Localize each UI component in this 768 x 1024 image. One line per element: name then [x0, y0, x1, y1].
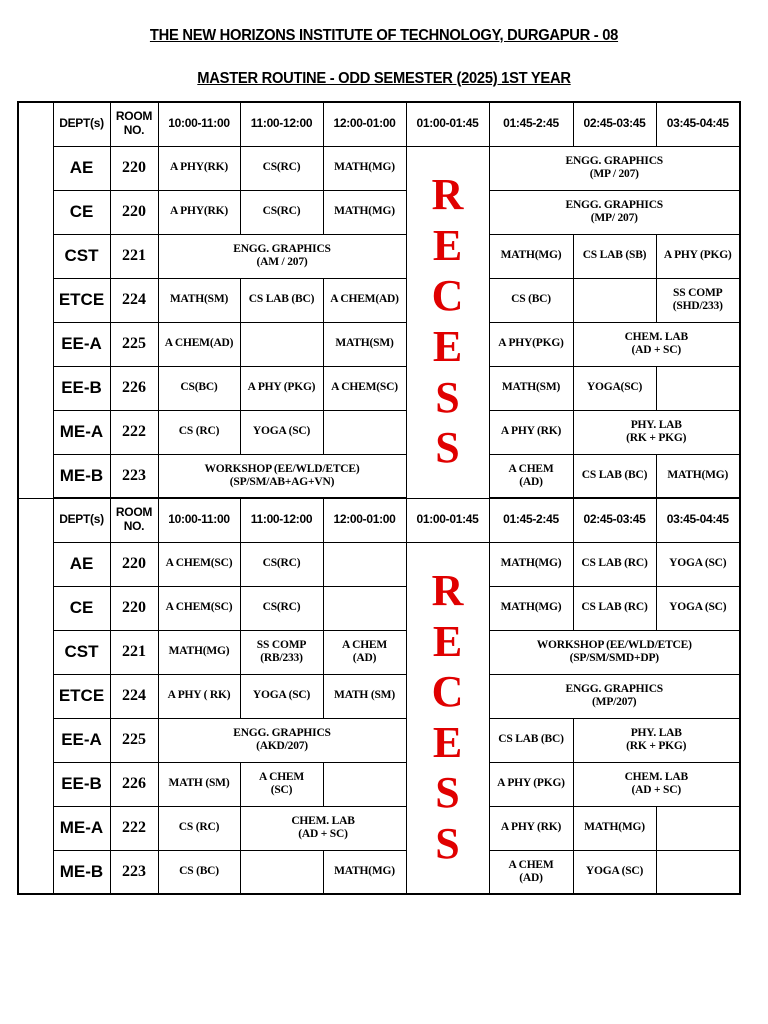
dept-cell: CST: [53, 234, 110, 278]
time-slot-header: 01:00-01:45: [406, 102, 489, 146]
time-slot-header: 12:00-01:00: [323, 102, 406, 146]
class-cell: CS LAB (BC): [240, 278, 323, 322]
room-cell: 225: [110, 718, 158, 762]
recess-letter: S: [435, 372, 460, 422]
class-cell: MATH(SM): [489, 366, 573, 410]
class-cell: WORKSHOP (EE/WLD/ETCE) (SP/SM/SMD+DP): [489, 630, 740, 674]
routine-table: [17, 101, 741, 895]
class-cell: ENGG. GRAPHICS (MP/ 207): [489, 190, 740, 234]
class-cell: [656, 366, 740, 410]
room-cell: 220: [110, 542, 158, 586]
class-cell: A PHY (RK): [489, 410, 573, 454]
class-cell: MATH(MG): [323, 190, 406, 234]
class-cell: CS LAB (SB): [573, 234, 656, 278]
room-cell: 220: [110, 190, 158, 234]
time-slot-header: 01:45-2:45: [489, 102, 573, 146]
class-cell: CS (BC): [489, 278, 573, 322]
class-cell: A CHEM (SC): [240, 762, 323, 806]
class-cell: [323, 762, 406, 806]
class-cell: MATH(MG): [656, 454, 740, 498]
dept-cell: AE: [53, 146, 110, 190]
recess-letter: R: [431, 170, 464, 220]
class-cell: A CHEM(AD): [323, 278, 406, 322]
class-cell: YOGA (SC): [240, 410, 323, 454]
table-row: [18, 322, 740, 366]
dept-cell: EE-B: [53, 366, 110, 410]
time-slot-header: 11:00-12:00: [240, 498, 323, 542]
class-cell: MATH (SM): [323, 674, 406, 718]
class-cell: [573, 278, 656, 322]
class-cell: CS LAB (BC): [573, 454, 656, 498]
class-cell: CS LAB (RC): [573, 586, 656, 630]
recess-letter: E: [432, 717, 463, 767]
class-cell: MATH(MG): [158, 630, 240, 674]
class-cell: SS COMP (RB/233): [240, 630, 323, 674]
room-header: ROOM NO.: [110, 102, 158, 146]
class-cell: MATH(SM): [323, 322, 406, 366]
class-cell: A PHY (PKG): [240, 366, 323, 410]
class-cell: [240, 322, 323, 366]
day-label: [18, 102, 53, 498]
class-cell: YOGA (SC): [573, 850, 656, 894]
class-cell: ENGG. GRAPHICS (MP / 207): [489, 146, 740, 190]
header-row: [18, 102, 740, 146]
dept-cell: AE: [53, 542, 110, 586]
class-cell: [323, 586, 406, 630]
class-cell: [656, 806, 740, 850]
recess-block: [406, 542, 489, 894]
recess-letter: S: [435, 768, 460, 818]
dept-header: DEPT(s): [53, 498, 110, 542]
class-cell: A PHY(RK): [158, 190, 240, 234]
class-cell: MATH(MG): [489, 542, 573, 586]
class-cell: A PHY ( RK): [158, 674, 240, 718]
class-cell: SS COMP (SHD/233): [656, 278, 740, 322]
recess-block: [406, 146, 489, 498]
dept-cell: ME-B: [53, 454, 110, 498]
recess-letter: R: [431, 565, 464, 615]
class-cell: MATH(MG): [323, 146, 406, 190]
room-cell: 224: [110, 674, 158, 718]
class-cell: A CHEM (AD): [489, 454, 573, 498]
class-cell: ENGG. GRAPHICS (MP/207): [489, 674, 740, 718]
class-cell: CS (RC): [158, 410, 240, 454]
recess-letter: E: [432, 616, 463, 666]
recess-letter: C: [431, 271, 464, 321]
time-slot-header: 03:45-04:45: [656, 102, 740, 146]
class-cell: MATH(MG): [489, 586, 573, 630]
class-cell: A PHY(PKG): [489, 322, 573, 366]
time-slot-header: 10:00-11:00: [158, 102, 240, 146]
table-row: [18, 190, 740, 234]
table-row: [18, 410, 740, 454]
class-cell: YOGA(SC): [573, 366, 656, 410]
time-slot-header: 01:00-01:45: [406, 498, 489, 542]
time-slot-header: 10:00-11:00: [158, 498, 240, 542]
recess-letter: E: [432, 220, 463, 270]
class-cell: MATH(MG): [573, 806, 656, 850]
table-row: [18, 278, 740, 322]
class-cell: CS(RC): [240, 586, 323, 630]
institute-title: THE NEW HORIZONS INSTITUTE OF TECHNOLOGY, DURGAPUR - 08: [149, 27, 619, 44]
time-slot-header: 02:45-03:45: [573, 102, 656, 146]
class-cell: [240, 850, 323, 894]
day-label: [18, 498, 53, 894]
recess-letter: C: [431, 667, 464, 717]
room-cell: 222: [110, 410, 158, 454]
table-row: [18, 586, 740, 630]
class-cell: CS(BC): [158, 366, 240, 410]
table-row: [18, 806, 740, 850]
table-row: [18, 146, 740, 190]
class-cell: CHEM. LAB (AD + SC): [240, 806, 406, 850]
room-cell: 222: [110, 806, 158, 850]
room-header: ROOM NO.: [110, 498, 158, 542]
class-cell: MATH (SM): [158, 762, 240, 806]
room-cell: 224: [110, 278, 158, 322]
class-cell: ENGG. GRAPHICS (AKD/207): [158, 718, 406, 762]
table-row: [18, 718, 740, 762]
class-cell: PHY. LAB (RK + PKG): [573, 718, 740, 762]
routine-title: MASTER ROUTINE - ODD SEMESTER (2025) 1ST YEAR: [197, 70, 571, 87]
class-cell: CS LAB (RC): [573, 542, 656, 586]
class-cell: MATH(SM): [158, 278, 240, 322]
class-cell: A PHY (PKG): [656, 234, 740, 278]
time-slot-header: 11:00-12:00: [240, 102, 323, 146]
class-cell: CS (RC): [158, 806, 240, 850]
class-cell: YOGA (SC): [656, 586, 740, 630]
class-cell: YOGA (SC): [656, 542, 740, 586]
time-slot-header: 12:00-01:00: [323, 498, 406, 542]
table-row: [18, 674, 740, 718]
room-cell: 226: [110, 366, 158, 410]
table-row: [18, 454, 740, 498]
room-cell: 221: [110, 234, 158, 278]
dept-cell: ETCE: [53, 674, 110, 718]
class-cell: CS(RC): [240, 542, 323, 586]
time-slot-header: 01:45-2:45: [489, 498, 573, 542]
class-cell: A PHY (RK): [489, 806, 573, 850]
class-cell: A CHEM(SC): [158, 542, 240, 586]
room-cell: 220: [110, 586, 158, 630]
dept-cell: ME-A: [53, 806, 110, 850]
dept-cell: CE: [53, 586, 110, 630]
class-cell: WORKSHOP (EE/WLD/ETCE) (SP/SM/AB+AG+VN): [158, 454, 406, 498]
dept-cell: EE-A: [53, 718, 110, 762]
room-cell: 220: [110, 146, 158, 190]
class-cell: A CHEM(SC): [323, 366, 406, 410]
header-row: [18, 498, 740, 542]
dept-header: DEPT(s): [53, 102, 110, 146]
class-cell: MATH(MG): [323, 850, 406, 894]
class-cell: YOGA (SC): [240, 674, 323, 718]
class-cell: [656, 850, 740, 894]
time-slot-header: 02:45-03:45: [573, 498, 656, 542]
class-cell: A CHEM (AD): [489, 850, 573, 894]
class-cell: [323, 410, 406, 454]
recess-letter: E: [432, 322, 463, 371]
room-cell: 225: [110, 322, 158, 366]
table-row: [18, 762, 740, 806]
class-cell: ENGG. GRAPHICS (AM / 207): [158, 234, 406, 278]
table-row: [18, 630, 740, 674]
table-row: [18, 850, 740, 894]
dept-cell: ME-B: [53, 850, 110, 894]
dept-cell: EE-A: [53, 322, 110, 366]
time-slot-header: 03:45-04:45: [656, 498, 740, 542]
class-cell: CS(RC): [240, 146, 323, 190]
room-cell: 223: [110, 454, 158, 498]
dept-cell: ETCE: [53, 278, 110, 322]
dept-cell: EE-B: [53, 762, 110, 806]
room-cell: 223: [110, 850, 158, 894]
class-cell: PHY. LAB (RK + PKG): [573, 410, 740, 454]
class-cell: A CHEM (AD): [323, 630, 406, 674]
class-cell: A CHEM(SC): [158, 586, 240, 630]
table-row: [18, 542, 740, 586]
class-cell: CHEM. LAB (AD + SC): [573, 322, 740, 366]
room-cell: 226: [110, 762, 158, 806]
class-cell: CS(RC): [240, 190, 323, 234]
class-cell: CHEM. LAB (AD + SC): [573, 762, 740, 806]
dept-cell: ME-A: [53, 410, 110, 454]
recess-letter: S: [435, 818, 460, 868]
table-row: [18, 366, 740, 410]
class-cell: A PHY (PKG): [489, 762, 573, 806]
class-cell: CS LAB (BC): [489, 718, 573, 762]
class-cell: A CHEM(AD): [158, 322, 240, 366]
class-cell: A PHY(RK): [158, 146, 240, 190]
recess-letter: S: [435, 423, 460, 473]
class-cell: CS (BC): [158, 850, 240, 894]
table-row: [18, 234, 740, 278]
dept-cell: CST: [53, 630, 110, 674]
dept-cell: CE: [53, 190, 110, 234]
room-cell: 221: [110, 630, 158, 674]
class-cell: MATH(MG): [489, 234, 573, 278]
class-cell: [323, 542, 406, 586]
